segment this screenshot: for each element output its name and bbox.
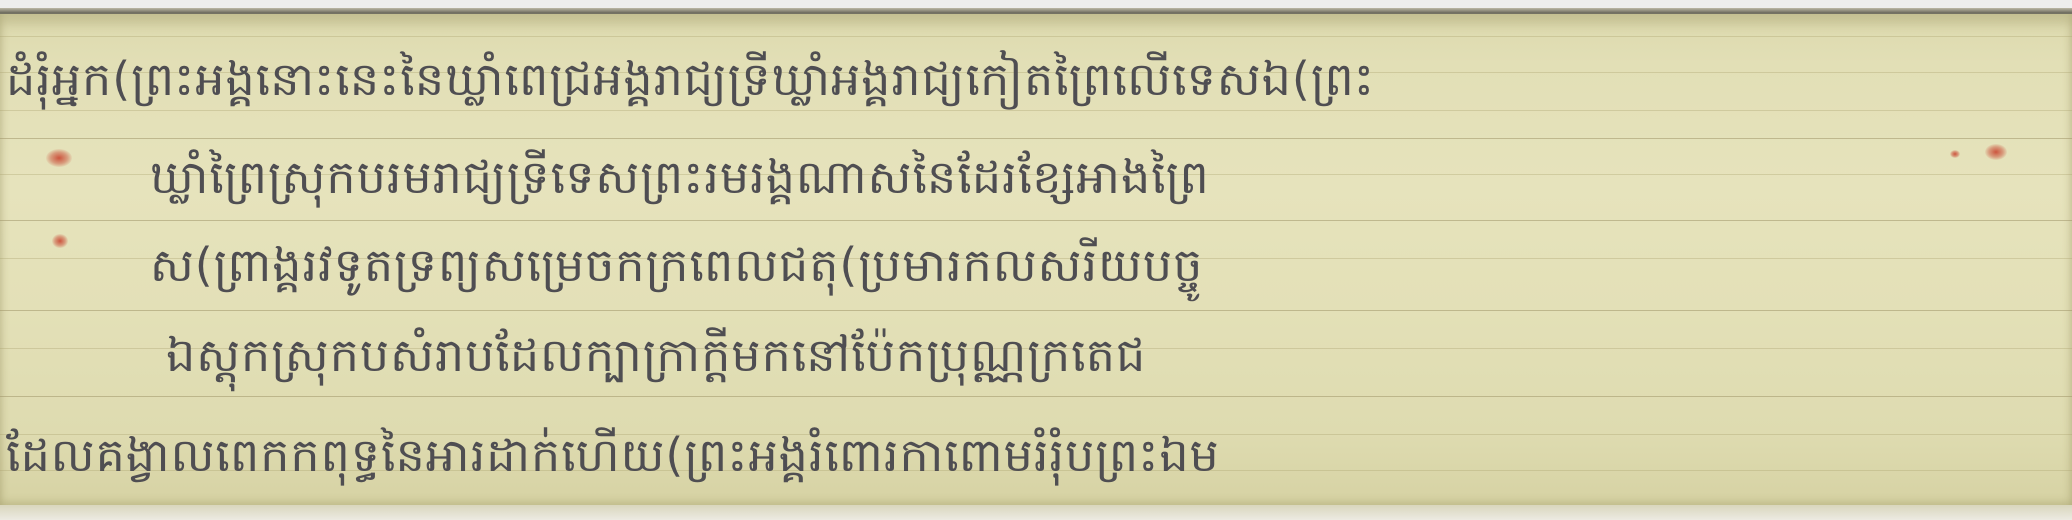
manuscript-line-3: ស(ព្រាង្គរវទូតទ្រព្យសម្រេចកក្រពេលជតុ(ប្រមារកលសរីយបច្ចូ	[150, 238, 1204, 292]
palm-leaf-manuscript	[0, 14, 2072, 508]
manuscript-line-1: ដំរុំអ្នក(ព្រះអង្គនោះនេះនៃឃ្លាំពេជ្រអង្គរាជ្យទ្រីឃ្លាំអង្គរាជ្យកៀតព្រៃលើទេសឯ(ព្រះ	[6, 52, 1375, 106]
manuscript-line-2: ឃ្លាំព្រៃស្រុកបរមរាជ្យទ្រីទេសព្រះរមរង្គណាសនៃដែរខ្សែអាងព្រៃ	[150, 150, 1210, 204]
manuscript-line-4: ឯស្ដុកស្រុកបសំរាបដែលក្បាក្រាក្ដីមកនៅប៉ែកប្រុណ្ណក្រតេជ	[166, 328, 1147, 382]
manuscript-line-5: ដែលគង្វាលពេកកពុទ្ធនៃអារដាក់ហើយ(ព្រះអង្គរំពោរកាពោមរំរុំបព្រះឯម	[6, 428, 1220, 482]
leaf-bottom-edge	[0, 505, 2072, 520]
